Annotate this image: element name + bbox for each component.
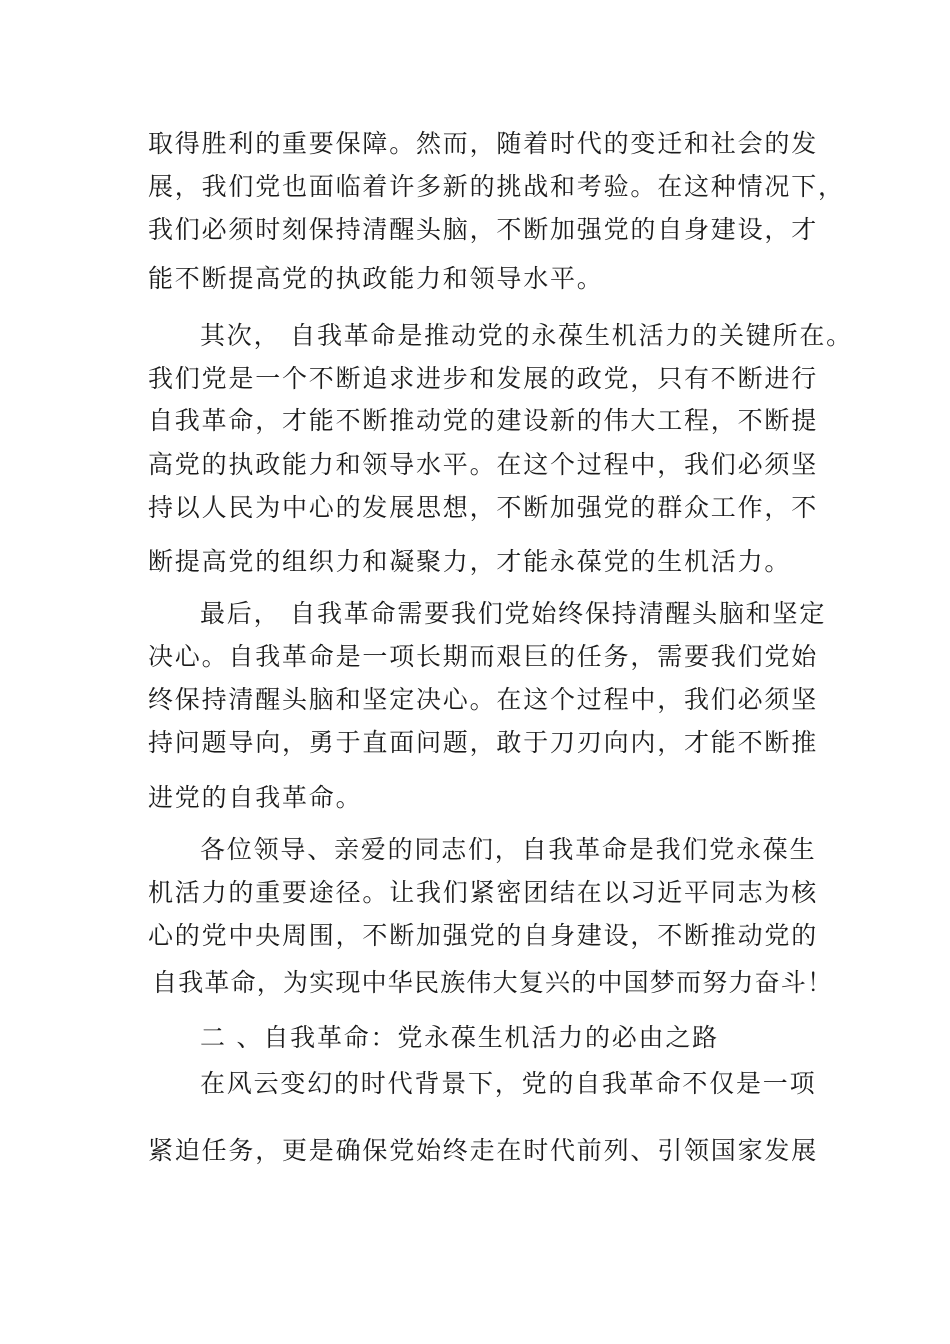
text-line: 我们党是一个不断追求进步和发展的政党，只有不断进行	[148, 364, 819, 393]
text-line: 我们必须时刻保持清醒头脑，不断加强党的自身建设，才	[148, 215, 819, 244]
text-line: 持以人民为中心的发展思想，不断加强党的群众工作，不	[148, 493, 819, 522]
text-line: 自我革命，才能不断推动党的建设新的伟大工程，不断提	[148, 406, 819, 435]
section-heading: 二 、自我革命：党永葆生机活力的必由之路	[200, 1023, 719, 1052]
text-line: 最后， 自我革命需要我们党始终保持清醒头脑和坚定	[200, 599, 827, 628]
text-line: 展，我们党也面临着许多新的挑战和考验。在这种情况下，	[148, 172, 845, 201]
text-line: 紧迫任务，更是确保党始终走在时代前列、引领国家发展	[148, 1136, 819, 1165]
text-line: 机活力的重要途径。让我们紧密团结在以习近平同志为核	[148, 878, 819, 907]
text-line: 自我革命，为实现中华民族伟大复兴的中国梦而努力奋斗！	[152, 968, 834, 997]
text-line: 其次， 自我革命是推动党的永葆生机活力的关键所在。	[200, 321, 853, 350]
text-line: 取得胜利的重要保障。然而，随着时代的变迁和社会的发	[148, 129, 819, 158]
text-line: 进党的自我革命。	[148, 783, 363, 812]
text-line: 持问题导向，勇于直面问题，敢于刀刃向内，才能不断推	[148, 728, 819, 757]
text-line: 在风云变幻的时代背景下，党的自我革命不仅是一项	[200, 1069, 817, 1098]
text-line: 心的党中央周围，不断加强党的自身建设，不断推动党的	[148, 921, 819, 950]
text-line: 能不断提高党的执政能力和领导水平。	[148, 264, 604, 293]
text-line: 断提高党的组织力和凝聚力，才能永葆党的生机活力。	[148, 547, 792, 576]
text-line: 决心。自我革命是一项长期而艰巨的任务，需要我们党始	[148, 642, 819, 671]
text-line: 终保持清醒头脑和坚定决心。在这个过程中，我们必须坚	[148, 685, 819, 714]
text-line: 各位领导、亲爱的同志们，自我革命是我们党永葆生	[200, 835, 817, 864]
text-line: 高党的执政能力和领导水平。在这个过程中，我们必须坚	[148, 450, 819, 479]
